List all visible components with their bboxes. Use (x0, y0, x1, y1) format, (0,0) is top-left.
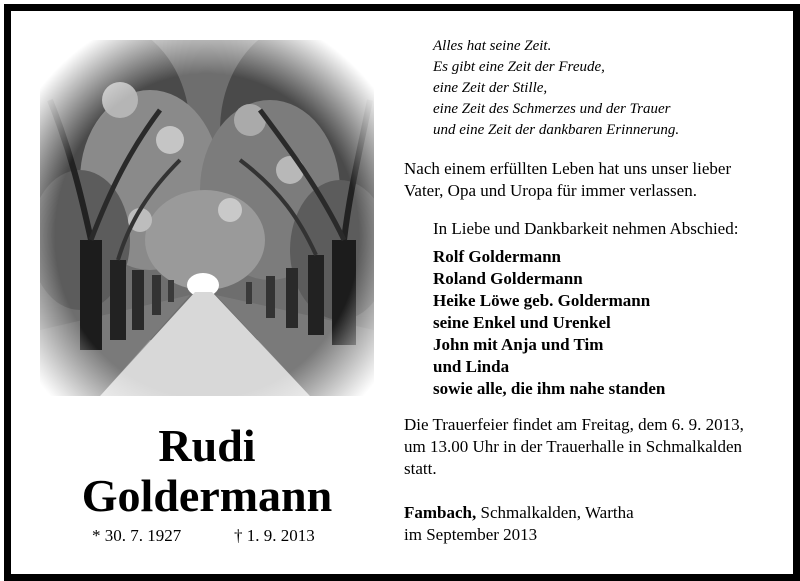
poem-line: eine Zeit der Stille, (433, 80, 548, 96)
mourner-name: Rolf Goldermann (433, 247, 561, 266)
mourner-name: seine Enkel und Urenkel (433, 313, 611, 332)
mourner-name: und Linda (433, 357, 510, 376)
mourner-name: Heike Löwe geb. Goldermann (433, 291, 651, 310)
poem-line: Es gibt eine Zeit der Freude, (433, 59, 605, 75)
birth-date: * 30. 7. 1927 (92, 526, 182, 545)
mourner-name: sowie alle, die ihm nahe standen (433, 379, 666, 398)
intro-paragraph: Nach einem erfüllten Leben hat uns unser lieber Vater, Opa und Uropa für immer verlassen. (404, 159, 732, 200)
mourner-name: John mit Anja und Tim (433, 335, 604, 354)
farewell-line: In Liebe und Dankbarkeit nehmen Abschied: (433, 219, 739, 238)
poem-line: eine Zeit des Schmerzes und der Trauer (433, 101, 671, 117)
place-rest: Schmalkalden, Wartha (476, 503, 634, 522)
month-line: im September 2013 (404, 525, 538, 544)
funeral-paragraph: Die Trauerfeier findet am Freitag, dem 6. 9. 2013, um 13.00 Uhr in der Trauerhalle in Schmalkalden statt. (404, 415, 744, 478)
poem (433, 36, 679, 141)
poem-line: und eine Zeit der dankbaren Erinnerung. (433, 122, 680, 138)
tree-avenue-photo (40, 40, 374, 396)
deceased-first-name: Rudi (158, 420, 256, 471)
place-and-date (404, 502, 634, 546)
death-date: † 1. 9. 2013 (234, 526, 315, 545)
place-bold: Fambach, (404, 503, 477, 522)
deceased-last-name: Goldermann (81, 470, 333, 521)
poem-line: Alles hat seine Zeit. (433, 38, 552, 54)
mourners-list (433, 246, 665, 400)
mourner-name: Roland Goldermann (433, 269, 583, 288)
